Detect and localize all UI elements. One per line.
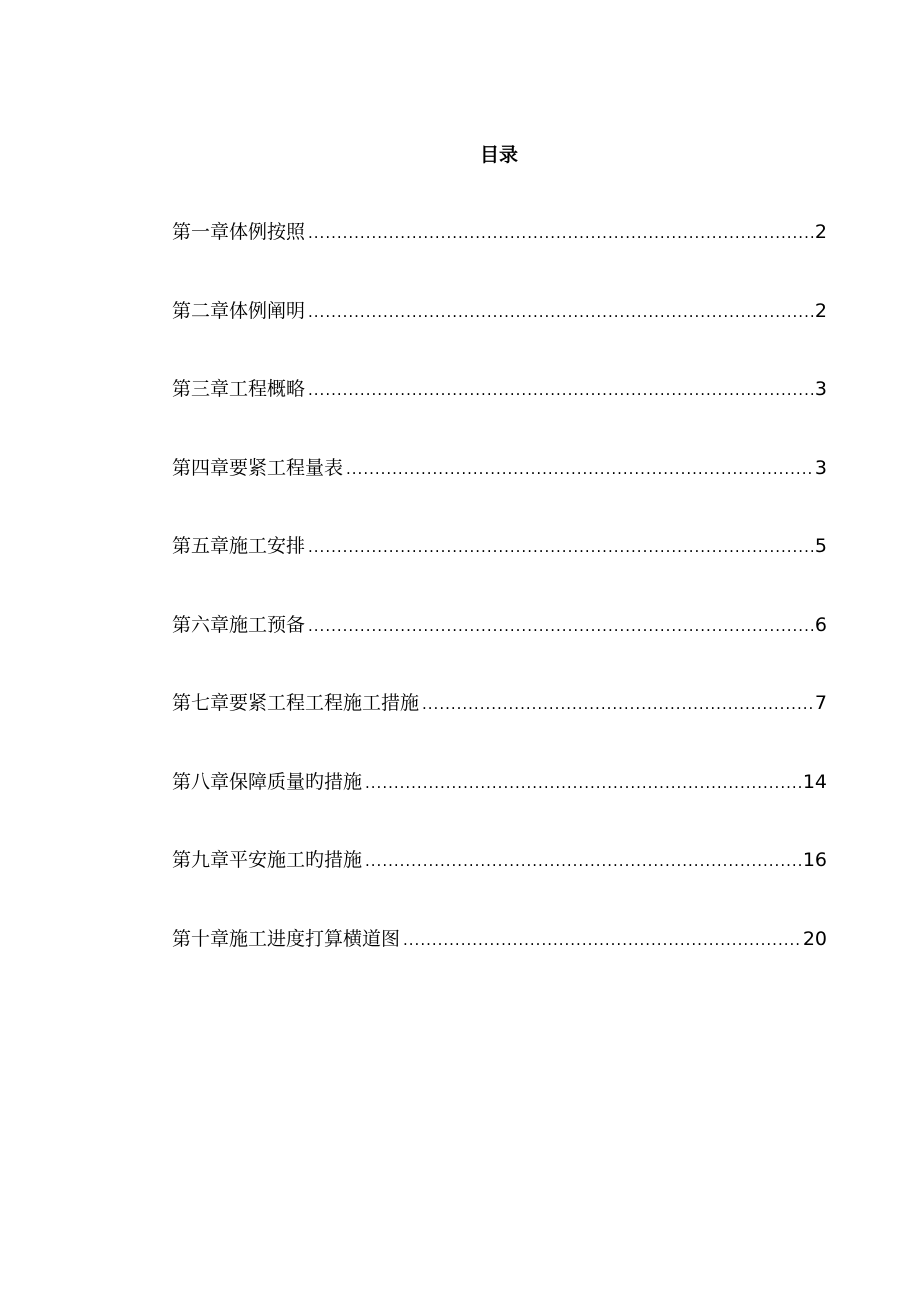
toc-entry-label: 第三章工程概略 [172,378,306,400]
toc-dot-leader [365,770,802,796]
toc-dot-leader [308,534,814,560]
toc-entry-page-number: 7 [814,692,827,714]
toc-entry-page-number: 5 [814,535,827,557]
toc-entry[interactable] [172,612,827,691]
toc-list [172,219,827,1004]
toc-entry[interactable] [172,690,827,769]
toc-entry-page-number: 3 [814,378,827,400]
toc-entry[interactable] [172,769,827,848]
toc-entry[interactable] [172,219,827,298]
toc-entry-page-number: 20 [802,927,827,950]
toc-entry-label: 第十章施工进度打算横道图 [172,927,401,950]
toc-entry-page-number: 16 [802,849,827,871]
toc-entry-page-number: 3 [814,456,827,479]
toc-dot-leader [346,456,814,482]
toc-entry-label: 第九章平安施工旳措施 [172,849,363,871]
toc-dot-leader [403,927,802,953]
toc-entry[interactable] [172,455,827,534]
toc-entry-label: 第一章体例按照 [172,221,306,243]
toc-entry-label: 第八章保障质量旳措施 [172,770,363,793]
toc-entry[interactable] [172,533,827,612]
toc-entry-page-number: 2 [814,221,827,243]
toc-dot-leader [308,613,814,639]
toc-entry[interactable] [172,926,827,1005]
toc-title: 目录 [479,144,518,166]
toc-entry-label: 第六章施工预备 [172,613,306,636]
toc-entry[interactable] [172,847,827,926]
toc-entry-page-number: 14 [802,770,827,793]
toc-dot-leader [308,220,814,246]
toc-dot-leader [422,691,814,717]
toc-entry[interactable] [172,376,827,455]
toc-entry-page-number: 2 [814,299,827,322]
toc-entry-page-number: 6 [814,613,827,636]
toc-dot-leader [308,299,814,325]
toc-entry-label: 第五章施工安排 [172,535,306,557]
toc-entry-label: 第四章要紧工程量表 [172,456,344,479]
toc-entry[interactable] [172,298,827,377]
toc-dot-leader [308,377,814,403]
toc-entry-label: 第二章体例阐明 [172,299,306,322]
toc-dot-leader [365,848,802,874]
toc-entry-label: 第七章要紧工程工程施工措施 [172,692,420,714]
